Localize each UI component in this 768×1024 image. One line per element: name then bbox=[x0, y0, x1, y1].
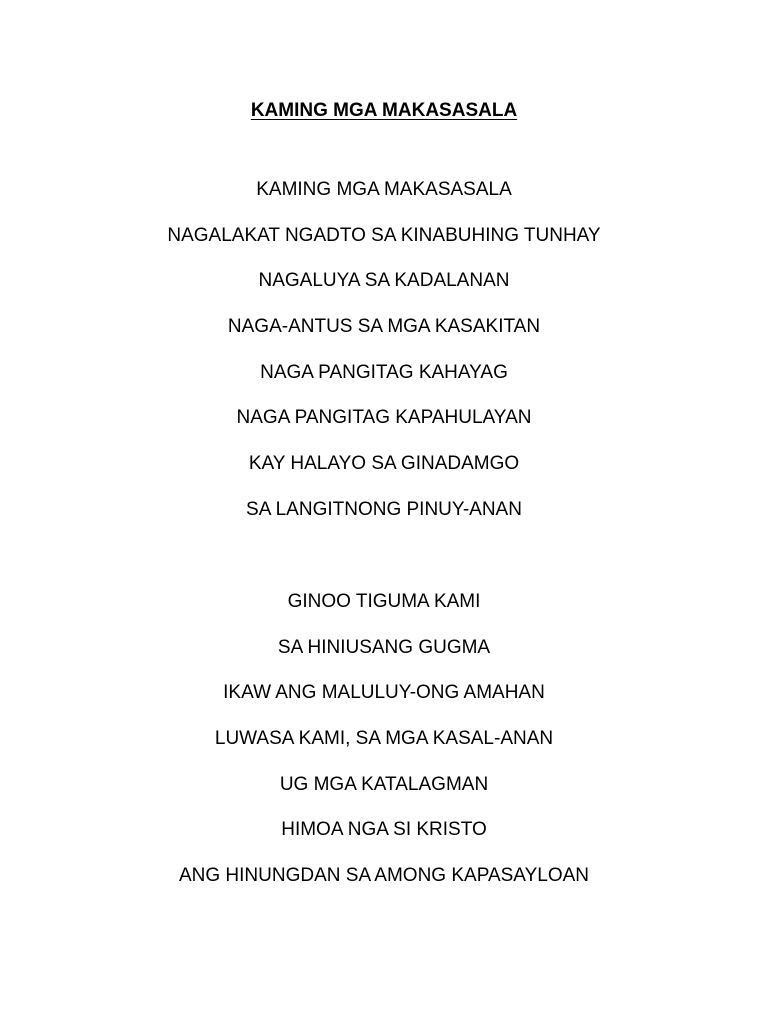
lyric-line: NAGA PANGITAG KAPAHULAYAN bbox=[236, 407, 532, 429]
lyric-line: SA LANGITNONG PINUY-ANAN bbox=[246, 498, 522, 520]
lyric-line: IKAW ANG MALULUY-ONG AMAHAN bbox=[223, 682, 545, 704]
lyric-line: HIMOA NGA SI KRISTO bbox=[281, 819, 487, 841]
lyric-line: NAGALAKAT NGADTO SA KINABUHING TUNHAY bbox=[167, 224, 601, 246]
lyric-line: UG MGA KATALAGMAN bbox=[279, 773, 489, 795]
lyric-line: NAGA PANGITAG KAHAYAG bbox=[260, 361, 508, 383]
lyric-line: KAY HALAYO SA GINADAMGO bbox=[248, 453, 520, 475]
stanza-2 bbox=[0, 590, 768, 910]
lyric-line: ANG HINUNGDAN SA AMONG KAPASAYLOAN bbox=[178, 865, 589, 887]
lyric-line: SA HINIUSANG GUGMA bbox=[277, 636, 491, 658]
lyric-line: LUWASA KAMI, SA MGA KASAL-ANAN bbox=[214, 728, 554, 750]
lyric-line: KAMING MGA MAKASASALA bbox=[256, 179, 512, 200]
lyric-line: NAGA-ANTUS SA MGA KASAKITAN bbox=[227, 316, 541, 338]
song-title: KAMING MGA MAKASASALA bbox=[250, 100, 518, 121]
lyric-line: NAGALUYA SA KADALANAN bbox=[258, 270, 510, 292]
lyric-line: GINOO TIGUMA KAMI bbox=[287, 591, 481, 612]
stanza-1 bbox=[0, 178, 768, 544]
